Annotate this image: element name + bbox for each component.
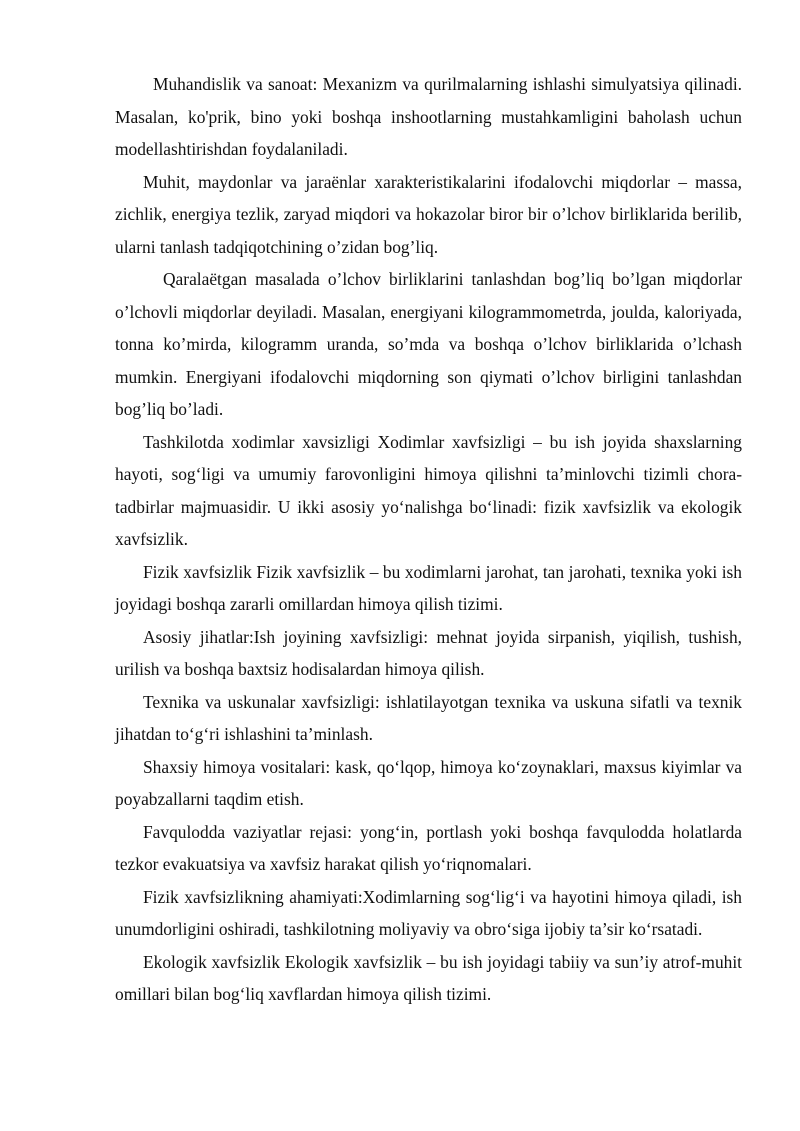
paragraph-environment-quantities: Muhit, maydonlar va jaraёnlar xarakteristikalarini ifodalovchi miqdorlar – massa, zichlik, energiya tezlik, zaryad miqdori va hokazolar biror bir o’lchov birliklarida berilib, ularni tanlash tadqiqotchining o’zidan bog’liq. <box>115 171 742 257</box>
paragraph-physical-safety-importance: Fizik xavfsizlikning ahamiyati:Xodimlarning sog‘lig‘i va hayotini himoya qiladi, ish unumdorligini oshiradi, tashkilotning moliyaviy va obro‘siga ijobiy ta’sir ko‘rsatadi. <box>115 886 742 939</box>
paragraph-employee-safety: Tashkilotda xodimlar xavsizligi Xodimlar xavfsizligi – bu ish joyida shaxslarning hayoti, sog‘ligi va umumiy farovonligini himoya qilishni ta’minlovchi tizimli chora-tadbirlar majmuasidir. U ikki asosiy yo‘nalishga bo‘linadi: fizik xavfsizlik va ekologik xavfsizlik. <box>115 431 742 549</box>
paragraph-emergency-plan: Favqulodda vaziyatlar rejasi: yong‘in, portlash yoki boshqa favqulodda holatlarda tezkor evakuatsiya va xavfsiz harakat qilish yo‘riqnomalari. <box>115 821 742 874</box>
paragraph-ecological-safety: Ekologik xavfsizlik Ekologik xavfsizlik – bu ish joyidagi tabiiy va sun’iy atrof-muhit omillari bilan bog‘liq xavflardan himoya qilish tizimi. <box>115 951 742 1004</box>
paragraph-equipment-safety: Texnika va uskunalar xavfsizligi: ishlatilayotgan texnika va uskuna sifatli va texnik jihatdan to‘g‘ri ishlashini ta’minlash. <box>115 691 742 744</box>
document-page <box>115 68 742 1011</box>
paragraph-main-aspects: Asosiy jihatlar:Ish joyining xavfsizligi: mehnat joyida sirpanish, yiqilish, tushish, urilish va boshqa baxtsiz hodisalardan himoya qilish. <box>115 626 742 679</box>
paragraph-dimensional-quantities: Qaralaёtgan masalada o’lchov birliklarini tanlashdan bog’liq bo’lgan miqdorlar o’lchovli miqdorlar deyiladi. Masalan, energiyani kilogrammometrda, joulda, kaloriyada, tonna ko’mirda, kilogramm uranda, so’mda va boshqa o’lchov birliklarida o’lchash mumkin. Energiyani ifodalovchi miqdorning son qiymati o’lchov birligini tanlashdan bog’liq bo’ladi. <box>115 269 742 419</box>
paragraph-personal-protective-equipment: Shaxsiy himoya vositalari: kask, qo‘lqop, himoya ko‘zoynaklari, maxsus kiyimlar va poyabzallarni taqdim etish. <box>115 756 742 809</box>
paragraph-physical-safety: Fizik xavfsizlik Fizik xavfsizlik – bu xodimlarni jarohat, tan jarohati, texnika yoki ish joyidagi boshqa zararli omillardan himoya qilish tizimi. <box>115 561 742 614</box>
paragraph-engineering-simulation: Muhandislik va sanoat: Mexanizm va qurilmalarning ishlashi simulyatsiya qilinadi. Masalan, ko'prik, bino yoki boshqa inshootlarning mustahkamligini baholash uchun modellashtirishdan foydalaniladi. <box>115 74 742 159</box>
